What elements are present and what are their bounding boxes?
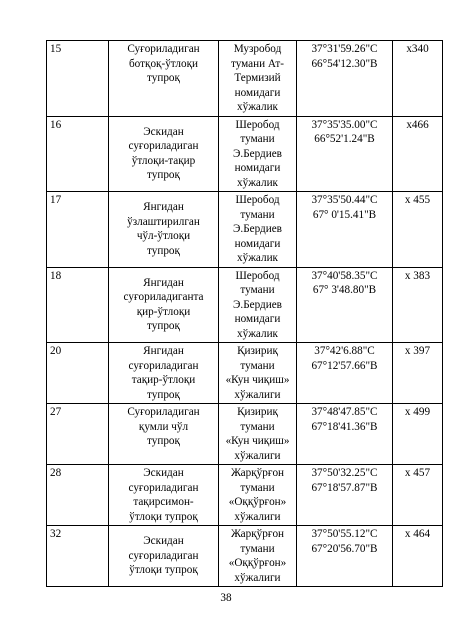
table-row bbox=[47, 343, 443, 404]
soil-type: Суғориладиган ботқоқ-ўтлоқи тупроқ bbox=[109, 41, 219, 117]
soil-sample-table bbox=[46, 40, 443, 587]
coordinates: 37°40'58.35"С 67° 3'48.80"В bbox=[297, 267, 393, 343]
soil-type: Эскидан суғориладиган ўтлоқи тупроқ bbox=[109, 526, 219, 587]
table-row bbox=[47, 116, 443, 192]
elevation: х466 bbox=[393, 116, 443, 192]
table-row bbox=[47, 404, 443, 465]
sample-number: 15 bbox=[47, 41, 109, 117]
sample-location: Шеробод тумани Э.Бердиев номидаги хўжалик bbox=[219, 192, 297, 268]
sample-number: 28 bbox=[47, 465, 109, 526]
table-row bbox=[47, 465, 443, 526]
coordinates: 37°50'55.12"С 67°20'56.70"В bbox=[297, 526, 393, 587]
sample-location: Жарқўрғон тумани «Оққўрғон» хўжалиги bbox=[219, 526, 297, 587]
table-row bbox=[47, 526, 443, 587]
table-body bbox=[47, 41, 443, 587]
coordinates: 37°48'47.85"С 67°18'41.36"В bbox=[297, 404, 393, 465]
sample-number: 27 bbox=[47, 404, 109, 465]
coordinates: 37°50'32.25"С 67°18'57.87"В bbox=[297, 465, 393, 526]
elevation: х 455 bbox=[393, 192, 443, 268]
coordinates: 37°31'59.26"С 66°54'12.30"В bbox=[297, 41, 393, 117]
table-row bbox=[47, 267, 443, 343]
sample-number: 17 bbox=[47, 192, 109, 268]
sample-number: 20 bbox=[47, 343, 109, 404]
sample-number: 16 bbox=[47, 116, 109, 192]
coordinates: 37°42'6.88"С 67°12'57.66"В bbox=[297, 343, 393, 404]
coordinates: 37°35'50.44"С 67° 0'15.41"В bbox=[297, 192, 393, 268]
soil-type: Суғориладиган қумли чўл тупроқ bbox=[109, 404, 219, 465]
sample-number: 18 bbox=[47, 267, 109, 343]
sample-number: 32 bbox=[47, 526, 109, 587]
soil-type: Янгидан ўзлаштирилган чўл-ўтлоқи тупроқ bbox=[109, 192, 219, 268]
elevation: х340 bbox=[393, 41, 443, 117]
table-row bbox=[47, 192, 443, 268]
elevation: х 499 bbox=[393, 404, 443, 465]
soil-type: Янгидан суғориладиган тақир-ўтлоқи тупроқ bbox=[109, 343, 219, 404]
elevation: х 457 bbox=[393, 465, 443, 526]
table-row bbox=[47, 41, 443, 117]
sample-location: Шеробод тумани Э.Бердиев номидаги хўжалик bbox=[219, 116, 297, 192]
soil-type: Янгидан суғориладиганта қир-ўтлоқи тупроқ bbox=[109, 267, 219, 343]
page-number: 38 bbox=[220, 592, 232, 604]
elevation: х 464 bbox=[393, 526, 443, 587]
sample-location: Қизириқ тумани «Кун чиқиш» хўжалиги bbox=[219, 404, 297, 465]
soil-type: Эскидан суғориладиган ўтлоқи-тақир тупроқ bbox=[109, 116, 219, 192]
sample-location: Музробод тумани Ат- Термизий номидаги хўжалик bbox=[219, 41, 297, 117]
sample-location: Қизириқ тумани «Кун чиқиш» хўжалиги bbox=[219, 343, 297, 404]
elevation: х 383 bbox=[393, 267, 443, 343]
coordinates: 37°35'35.00"С 66°52'1.24"В bbox=[297, 116, 393, 192]
soil-type: Эскидан суғориладиган тақирсимон- ўтлоқи тупроқ bbox=[109, 465, 219, 526]
elevation: х 397 bbox=[393, 343, 443, 404]
sample-location: Шеробод тумани Э.Бердиев номидаги хўжалик bbox=[219, 267, 297, 343]
sample-location: Жарқўрғон тумани «Оққўрғон» хўжалиги bbox=[219, 465, 297, 526]
